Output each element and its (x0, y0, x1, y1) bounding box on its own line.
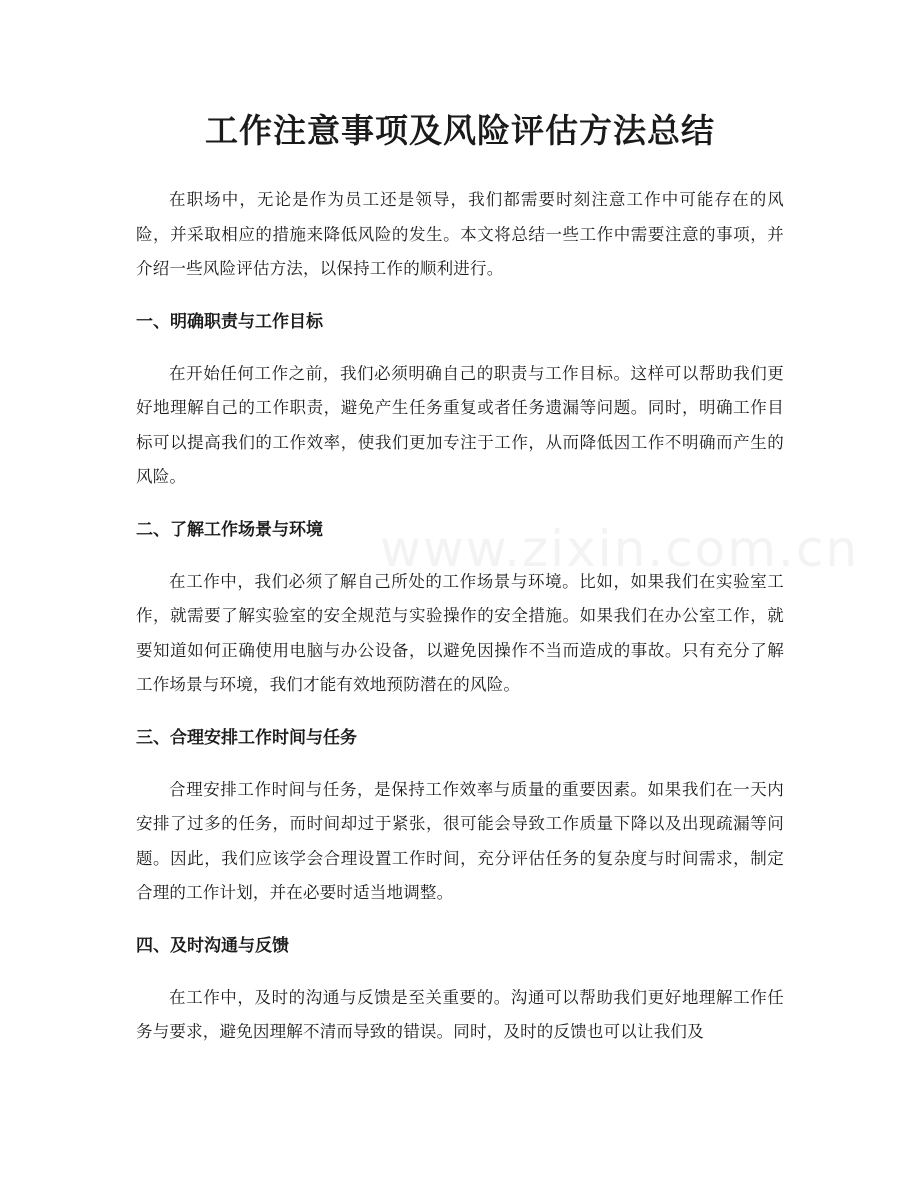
section-paragraph-2: 在工作中，我们必须了解自己所处的工作场景与环境。比如，如果我们在实验室工作，就需要了解实验室的安全规范与实验操作的安全措施。如果我们在办公室工作，就要知道如何正确使用电脑与办公设备，以避免因操作不当而造成的事故。只有充分了解工作场景与环境，我们才能有效地预防潜在的风险。 (136, 571, 784, 694)
section-heading-4: 四、及时沟通与反馈 (136, 935, 289, 956)
section-heading-1: 一、明确职责与工作目标 (136, 311, 323, 332)
watermark: www.zixin.com.cn (380, 520, 860, 578)
section-paragraph-4: 在工作中，及时的沟通与反馈是至关重要的。沟通可以帮助我们更好地理解工作任务与要求，避免因理解不清而导致的错误。同时，及时的反馈也可以让我们及 (136, 987, 784, 1041)
document-body (136, 183, 784, 1050)
document-title: 工作注意事项及风险评估方法总结 (205, 111, 715, 150)
section-heading-2: 二、了解工作场景与环境 (136, 519, 323, 540)
intro-paragraph: 在职场中，无论是作为员工还是领导，我们都需要时刻注意工作中可能存在的风险，并采取相应的措施来降低风险的发生。本文将总结一些工作中需要注意的事项，并介绍一些风险评估方法，以保持工作的顺利进行。 (136, 190, 784, 278)
section-heading-3: 三、合理安排工作时间与任务 (136, 727, 357, 748)
section-paragraph-3: 合理安排工作时间与任务，是保持工作效率与质量的重要因素。如果我们在一天内安排了过多的任务，而时间却过于紧张，很可能会导致工作质量下降以及出现疏漏等问题。因此，我们应该学会合理设置工作时间，充分评估任务的复杂度与时间需求，制定合理的工作计划，并在必要时适当地调整。 (136, 779, 784, 902)
section-paragraph-1: 在开始任何工作之前，我们必须明确自己的职责与工作目标。这样可以帮助我们更好地理解自己的工作职责，避免产生任务重复或者任务遗漏等问题。同时，明确工作目标可以提高我们的工作效率，使我们更加专注于工作，从而降低因工作不明确而产生的风险。 (136, 363, 784, 486)
